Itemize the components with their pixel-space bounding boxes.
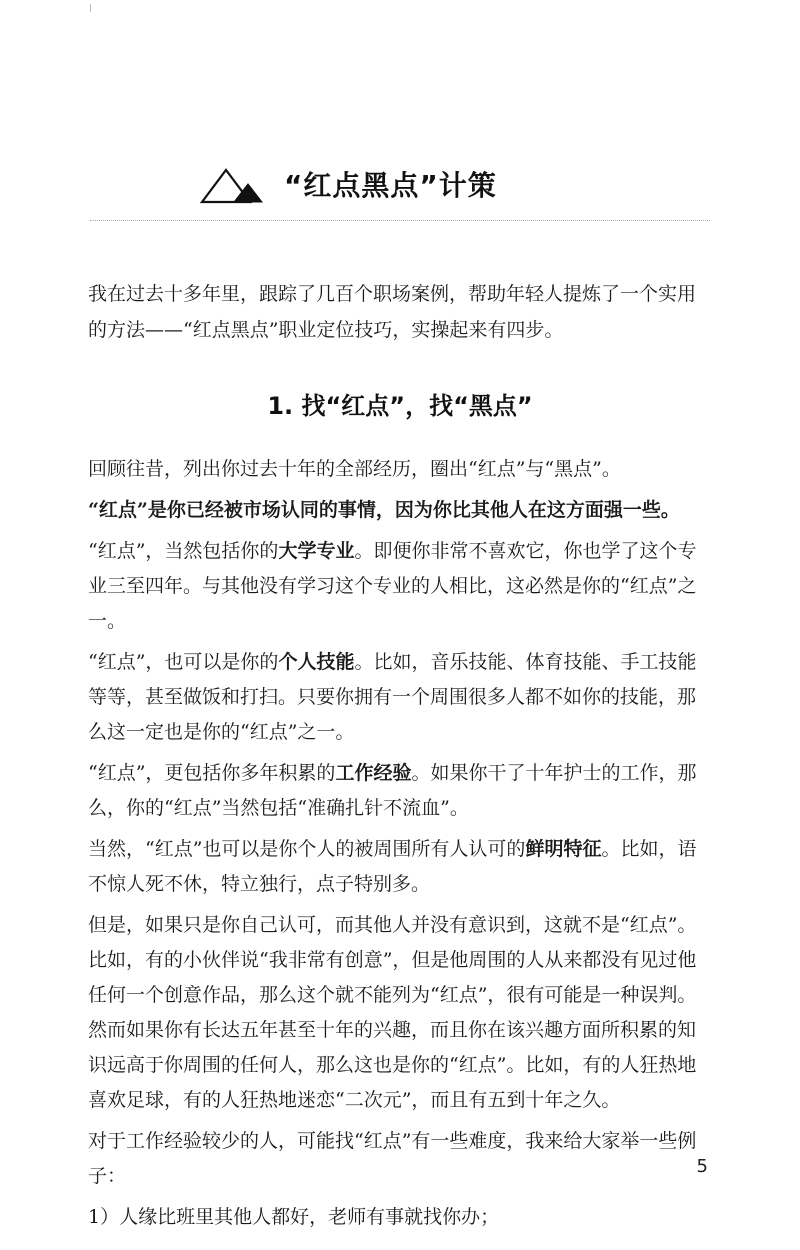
emphasis: 个人技能: [278, 651, 355, 673]
page-number: 5: [696, 1156, 708, 1177]
paragraph-text: 。如果你干了十年护士的工作，那么，你的“红点”当然包括“准确扎针不流血”。: [88, 762, 697, 819]
emphasis: 大学专业: [278, 540, 355, 562]
paragraph: 但是，如果只是你自己认可，而其他人并没有意识到，这就不是“红点”。比如，有的小伙伴说“我非常有创意”，但是他周围的人从来都没有见过他任何一个创意作品，那么这个就不能列为“红点”，很有可能是一种误判。然而如果你有长达五年甚至十年的兴趣，而且你在该兴趣方面所积累的知识远高于你周围的任何人，那么这也是你的“红点”。比如，有的人狂热地喜欢足球，有的人狂热地迷恋“二次元”，而且有五到十年之久。: [88, 914, 697, 1111]
emphasis: 工作经验: [335, 762, 412, 784]
paragraph: 对于工作经验较少的人，可能找“红点”有一些难度，我来给大家举一些例子：: [88, 1130, 697, 1187]
chapter-title: “红点黑点”计策: [284, 169, 497, 202]
key-definition: “红点”是你已经被市场认同的事情，因为你比其他人在这方面强一些。: [88, 499, 680, 521]
paragraph-text: 。比如，语不惊人死不休，特立独行，点子特别多。: [88, 838, 697, 895]
paragraph-text: 。比如，音乐技能、体育技能、手工技能等等，甚至做饭和打扫。只要你拥有一个周围很多人都不如你的技能，那么这一定也是你的“红点”之一。: [88, 651, 697, 743]
paragraph-text: “红点”，也可以是你的: [88, 651, 279, 673]
paragraph: [88, 832, 710, 902]
paragraph: [88, 756, 710, 826]
chapter-header: [200, 160, 620, 210]
mountain-icon: [200, 164, 264, 204]
paragraph-text: 当然，“红点”也可以是你个人的被周围所有人认可的: [88, 838, 526, 860]
paragraph: 回顾往昔，列出你过去十年的全部经历，圈出“红点”与“黑点”。: [88, 458, 621, 480]
title-divider: [90, 220, 710, 221]
paragraph-text: “红点”，当然包括你的: [88, 540, 279, 562]
emphasis: 鲜明特征: [525, 838, 602, 860]
paragraph-text: “红点”，更包括你多年积累的: [88, 762, 336, 784]
intro-paragraph: 我在过去十多年里，跟踪了几百个职场案例，帮助年轻人提炼了一个实用的方法——“红点黑点”职业定位技巧，实操起来有四步。: [88, 283, 697, 341]
corner-crop-mark: [90, 4, 91, 12]
paragraph-text: 。即便你非常不喜欢它，你也学了这个专业三至四年。与其他没有学习这个专业的人相比，这必然是你的“红点”之一。: [88, 540, 697, 632]
body-text: [88, 452, 710, 1241]
list-item: 1）人缘比班里其他人都好，老师有事就找你办；: [88, 1206, 500, 1228]
paragraph: [88, 645, 710, 750]
paragraph: [88, 534, 710, 639]
section-title: 1. 找“红点”，找“黑点”: [267, 392, 533, 420]
